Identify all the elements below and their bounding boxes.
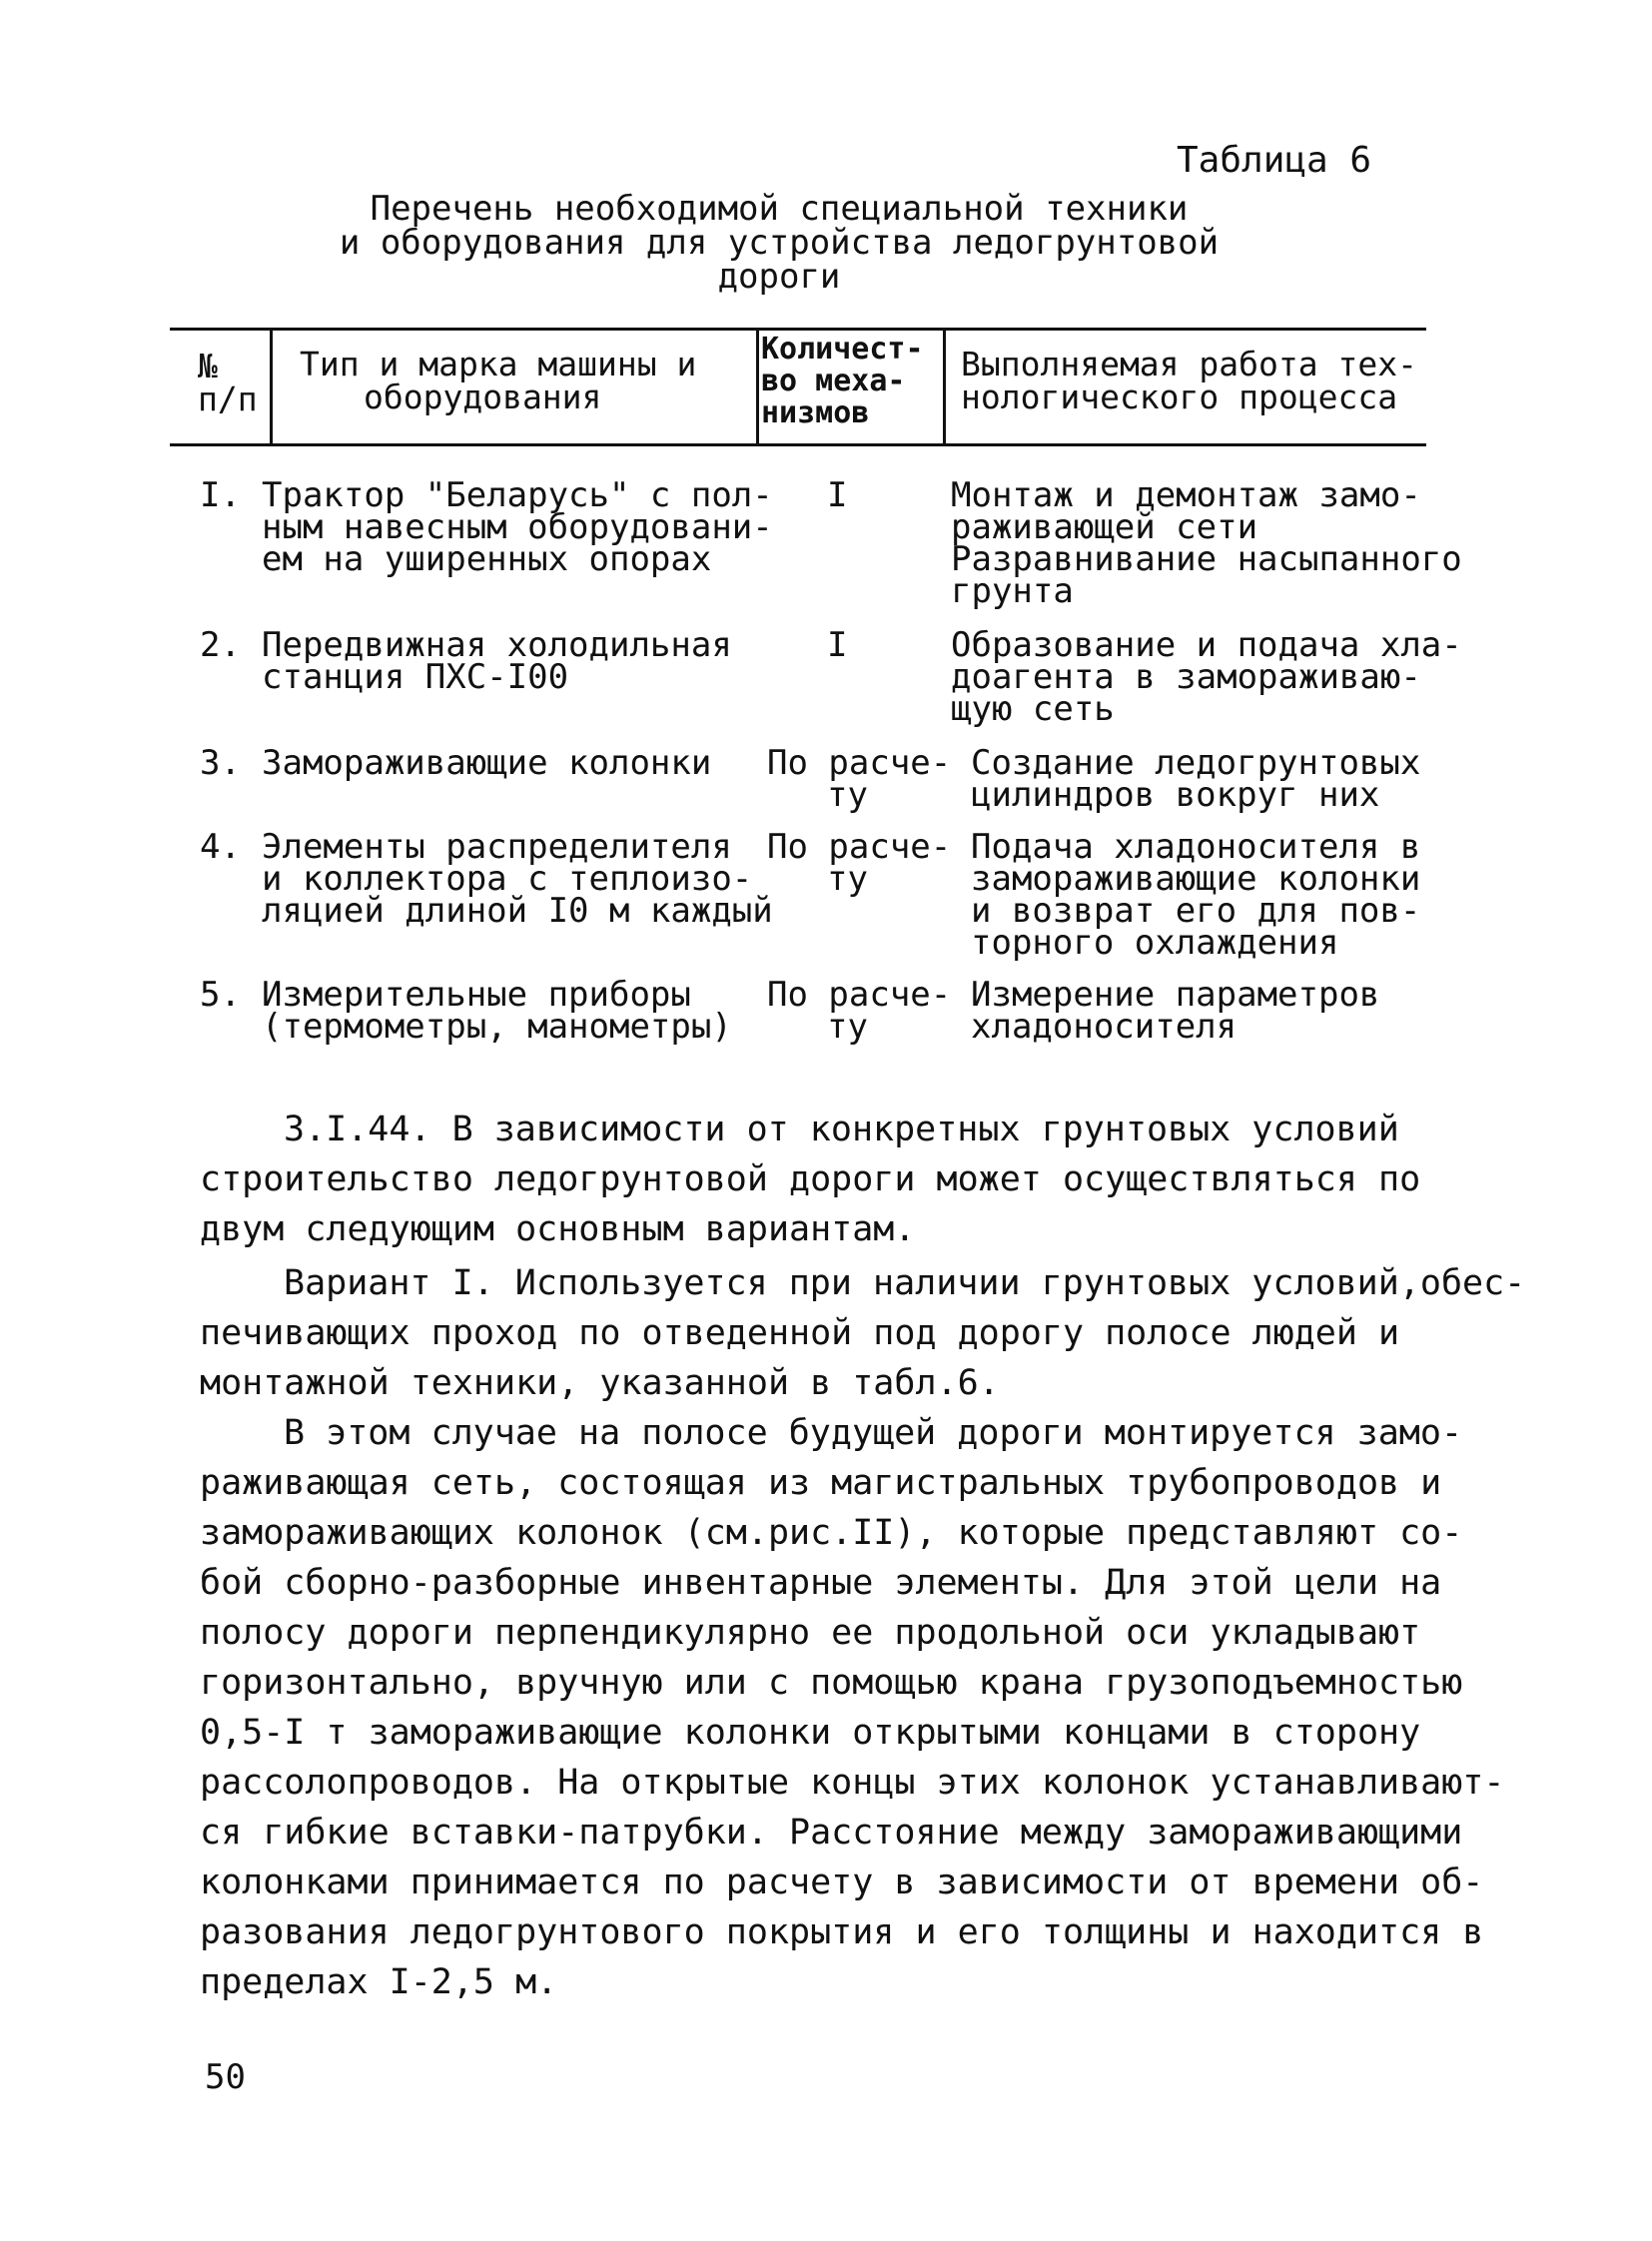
paragraph-line: 3.I.44. В зависимости от конкретных грунтовых условий [284,1110,1399,1149]
row-qty-line: ту [827,775,868,815]
paragraph-line: колонками принимается по расчету в зависимости от времени об- [200,1863,1484,1902]
row-qty: I [827,475,848,515]
row-qty-line: По расче- [767,827,952,867]
row-type-line: Элементы распределителя [262,827,732,867]
paragraph-line: ся гибкие вставки-патрубки. Расстояние между замораживающими [200,1813,1463,1853]
header-type-line: оборудования [364,377,602,416]
row-work-line: щую сеть [951,689,1115,729]
row-work-line: Разравнивание насыпанного [951,539,1462,579]
table-title-line: дороги [717,257,841,297]
row-qty [767,827,952,899]
paragraph-line: бой сборно-разборные инвентарные элементы. Для этой цели на [200,1563,1442,1603]
row-work [971,975,1380,1047]
header-qty-line: Количест- [761,332,924,367]
row-work-line: Монтаж и демонтаж замо- [951,475,1421,515]
row-type-line: ным навесным оборудовани- [262,507,773,547]
row-work-line: Измерение параметров [971,975,1380,1015]
paragraph-line: горизонтально, вручную или с помощью крана грузоподъемностью [200,1663,1463,1703]
header-num [198,347,258,418]
header-work-line: Выполняемая работа тех- [961,345,1417,383]
row-type [262,743,712,783]
paragraph [200,1408,1504,2007]
row-num: 2. [200,625,241,665]
row-type-line: Замораживающие колонки [262,743,712,783]
paragraph-line: монтажной техники, указанной в табл.6. [200,1363,1000,1403]
row-qty: I [827,625,848,665]
table-header-rule [170,443,1426,446]
header-qty-line: низмов [761,395,870,430]
row-work-line: Образование и подача хла- [951,625,1462,665]
paragraph-line: В этом случае на полосе будущей дороги монтируется замо- [284,1413,1463,1453]
row-qty [767,975,952,1047]
row-type-line: Измерительные приборы [262,975,691,1015]
row-work-line: Создание ледогрунтовых [971,743,1421,783]
header-work [961,345,1417,416]
header-num-line: № [198,347,218,385]
row-work [971,827,1421,963]
row-qty-line: По расче- [767,975,952,1015]
row-qty [767,743,952,815]
column-divider [943,330,946,443]
column-divider [270,330,273,443]
paragraph-line: строительство ледогрунтовой дороги может осуществляться по [200,1159,1421,1199]
paragraph-line: раживающая сеть, состоящая из магистральных трубопроводов и [200,1463,1442,1503]
row-qty-line: По расче- [767,743,952,783]
header-num-line: п/п [198,379,258,418]
header-type [300,345,697,416]
row-work-line: цилиндров вокруг них [971,775,1380,815]
row-num: 5. [200,975,241,1015]
table-title [280,189,1278,297]
row-work-line: замораживающие колонки [971,859,1421,899]
paragraph [200,1105,1420,1254]
row-type [262,625,732,697]
table-top-rule [170,328,1426,331]
row-work-line: и возврат его для пов- [971,891,1421,931]
header-work-line: нологического процесса [961,377,1398,416]
row-type-line: Трактор "Беларусь" с пол- [262,475,773,515]
paragraph-line: полосу дороги перпендикулярно ее продольной оси укладывают [200,1613,1421,1653]
table-title-line: и оборудования для устройства ледогрунтовой [339,223,1220,263]
row-type-line: (термометры, манометры) [262,1007,732,1047]
row-type-line: станция ПХС-I00 [262,657,569,697]
paragraph-line: Вариант I. Используется при наличии грунтовых условий,обес- [284,1263,1526,1303]
row-work-line: Подача хладоносителя в [971,827,1421,867]
row-work-line: раживающей сети [951,507,1258,547]
row-qty-line: ту [827,859,868,899]
table-label: Таблица 6 [1177,140,1372,181]
row-work-line: торного охлаждения [971,923,1339,963]
page-number: 50 [205,2057,246,2097]
row-type-line: Передвижная холодильная [262,625,732,665]
row-num: 4. [200,827,241,867]
header-qty-line: во меха- [761,364,906,398]
paragraph-line: 0,5-I т замораживающие колонки открытыми концами в сторону [200,1713,1421,1753]
row-work [951,475,1462,611]
column-divider [756,330,759,443]
row-type [262,475,773,579]
row-type-line: и коллектора с теплоизо- [262,859,753,899]
paragraph [200,1258,1525,1408]
row-type-line: ем на уширенных опорах [262,539,712,579]
row-type [262,827,773,931]
row-work [951,625,1462,729]
paragraph-line: замораживающих колонок (см.рис.II), которые представляют со- [200,1513,1463,1553]
row-work [971,743,1421,815]
row-work-line: грунта [951,571,1074,611]
paragraph-line: пределах I-2,5 м. [200,1962,558,2002]
row-type [262,975,732,1047]
row-type-line: ляцией длиной I0 м каждый [262,891,773,931]
paragraph-line: печивающих проход по отведенной под дорогу полосе людей и [200,1313,1400,1353]
table-title-line: Перечень необходимой специальной техники [370,189,1189,229]
paragraph-line: двум следующим основным вариантам. [200,1209,916,1249]
row-qty-line: ту [827,1007,868,1047]
row-num: 3. [200,743,241,783]
header-type-line: Тип и марка машины и [300,345,697,383]
row-work-line: хладоносителя [971,1007,1238,1047]
row-num: I. [200,475,241,515]
paragraph-line: рассолопроводов. На открытые концы этих колонок устанавливают- [200,1763,1505,1803]
header-qty [761,334,924,429]
row-work-line: доагента в замораживаю- [951,657,1421,697]
paragraph-line: разования ледогрунтового покрытия и его толщины и находится в [200,1912,1484,1952]
